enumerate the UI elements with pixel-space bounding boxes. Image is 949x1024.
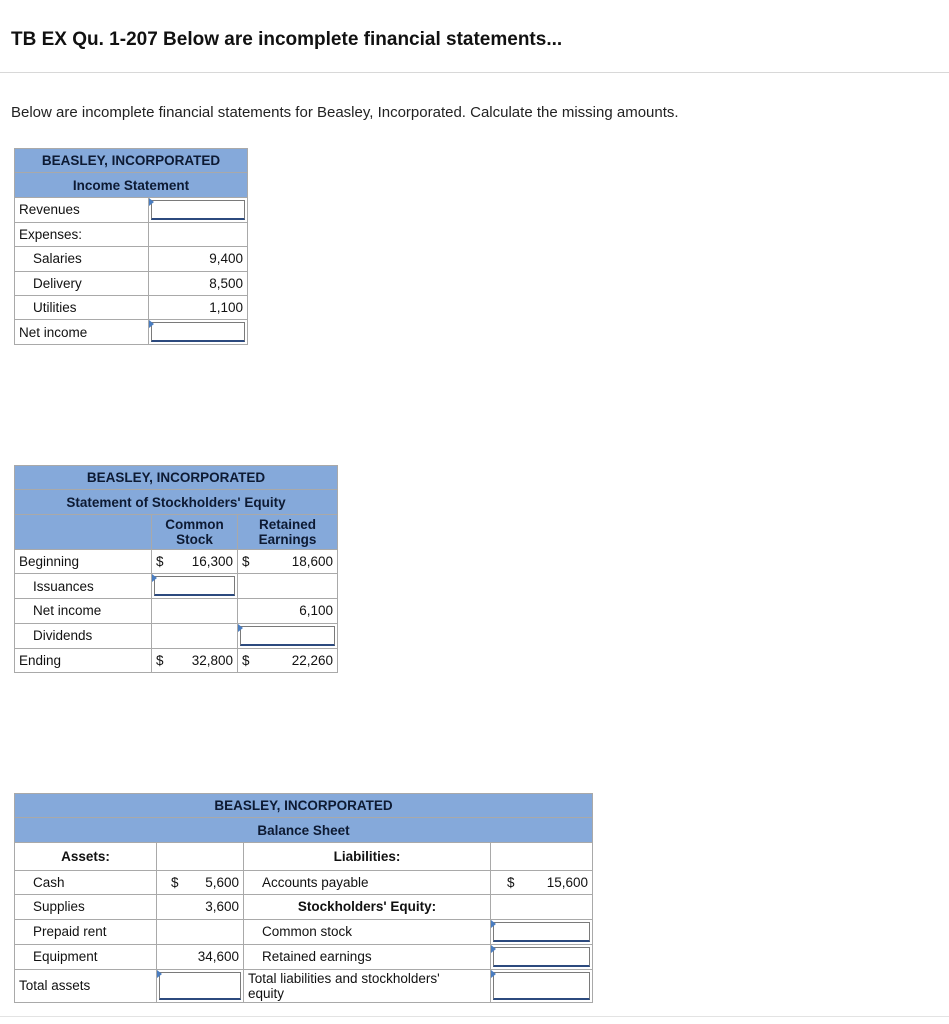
bs-equipment-value: 34,600: [157, 944, 244, 969]
is-salaries-label: Salaries: [15, 247, 149, 271]
se-title: Statement of Stockholders' Equity: [15, 490, 338, 514]
bs-assets-header-empty: [157, 842, 244, 870]
is-title: Income Statement: [15, 173, 248, 197]
se-beginning-label: Beginning: [15, 549, 152, 573]
equity-statement-table: [14, 465, 338, 673]
is-revenues-cell: [149, 197, 248, 222]
input-marker-icon: [238, 624, 243, 632]
se-dividends-label: Dividends: [15, 623, 152, 648]
bs-retained-earnings-cell: [491, 944, 593, 969]
is-net-income-label: Net income: [15, 320, 149, 345]
se-ending-retained: [238, 648, 338, 672]
bs-liabilities-header-empty: [491, 842, 593, 870]
se-beginning-common: [152, 549, 238, 573]
input-marker-icon: [149, 198, 154, 206]
bs-supplies-value: 3,600: [157, 895, 244, 919]
se-issuances-retained-empty: [238, 574, 338, 599]
balance-sheet-table: [14, 793, 593, 1003]
retained-earnings-input[interactable]: [493, 947, 590, 967]
issuances-common-input[interactable]: [154, 576, 235, 596]
se-retained-line2: Earnings: [258, 531, 317, 547]
se-beginning-common-value: 16,300: [191, 553, 233, 569]
is-expenses-label: Expenses:: [15, 222, 149, 246]
bs-total-liab-equity-label: [244, 969, 491, 1002]
input-marker-icon: [157, 970, 162, 978]
is-net-income-cell: [149, 320, 248, 345]
se-beginning-retained-value: 18,600: [291, 553, 334, 569]
bs-supplies-label: Supplies: [15, 895, 157, 919]
bs-accounts-payable-cell: [491, 870, 593, 894]
se-issuances-common-cell: [152, 574, 238, 599]
se-issuances-label: Issuances: [15, 574, 152, 599]
se-common-stock-header: [152, 514, 238, 549]
se-ending-common-value: 32,800: [191, 652, 233, 668]
bs-total-liab-equity-cell: [491, 969, 593, 1002]
se-retained-earnings-header: [238, 514, 338, 549]
income-statement-table: [14, 148, 248, 345]
bs-equity-header-empty: [491, 895, 593, 919]
footer-divider: [0, 1016, 949, 1017]
se-retained-line1: Retained: [259, 516, 317, 532]
bs-equipment-label: Equipment: [15, 944, 157, 969]
se-ending-label: Ending: [15, 648, 152, 672]
header-divider: [0, 72, 949, 73]
is-salaries-value: 9,400: [149, 247, 248, 271]
bs-liabilities-header: Liabilities:: [244, 842, 491, 870]
is-company-name: BEASLEY, INCORPORATED: [15, 149, 248, 173]
dividends-retained-input[interactable]: [240, 626, 335, 646]
bs-accounts-payable-value: 15,600: [546, 874, 589, 890]
input-marker-icon: [491, 945, 496, 953]
bs-company-name: BEASLEY, INCORPORATED: [15, 794, 593, 818]
bs-common-stock-label: Common stock: [244, 919, 491, 944]
bs-prepaid-rent-label: Prepaid rent: [15, 919, 157, 944]
total-assets-input[interactable]: [159, 972, 241, 1000]
bs-title: Balance Sheet: [15, 818, 593, 842]
currency-sign: $: [156, 553, 164, 569]
se-dividends-retained-cell: [238, 623, 338, 648]
currency-sign: $: [171, 874, 179, 890]
bs-total-liab-equity-line1: Total liabilities and stockholders': [248, 970, 440, 986]
is-delivery-label: Delivery: [15, 271, 149, 295]
page-title: TB EX Qu. 1-207 Below are incomplete financial statements...: [11, 29, 563, 50]
bs-common-stock-cell: [491, 919, 593, 944]
is-revenues-label: Revenues: [15, 197, 149, 222]
bs-cash-label: Cash: [15, 870, 157, 894]
bs-equity-header: Stockholders' Equity:: [244, 895, 491, 919]
bs-cash-cell: [157, 870, 244, 894]
currency-sign: $: [242, 652, 250, 668]
currency-sign: $: [507, 874, 515, 890]
bs-total-liab-equity-line2: equity: [248, 985, 285, 1001]
revenues-input[interactable]: [151, 200, 245, 220]
bs-total-assets-label: Total assets: [15, 969, 157, 1002]
input-marker-icon: [152, 574, 157, 582]
se-beginning-retained: [238, 549, 338, 573]
instructions-text: Below are incomplete financial statements for Beasley, Incorporated. Calculate the missing amounts.: [11, 104, 679, 121]
net-income-input[interactable]: [151, 322, 245, 342]
se-net-income-common-empty: [152, 599, 238, 623]
total-liabilities-equity-input[interactable]: [493, 972, 590, 1000]
common-stock-input[interactable]: [493, 922, 590, 942]
currency-sign: $: [156, 652, 164, 668]
se-blank-header: [15, 514, 152, 549]
se-common-line2: Stock: [176, 531, 213, 547]
se-dividends-common-empty: [152, 623, 238, 648]
is-utilities-value: 1,100: [149, 295, 248, 319]
is-expenses-empty: [149, 222, 248, 246]
se-ending-common: [152, 648, 238, 672]
input-marker-icon: [491, 970, 496, 978]
se-net-income-label: Net income: [15, 599, 152, 623]
se-ending-retained-value: 22,260: [291, 652, 334, 668]
is-utilities-label: Utilities: [15, 295, 149, 319]
bs-cash-value: 5,600: [205, 874, 239, 890]
bs-prepaid-rent-empty: [157, 919, 244, 944]
bs-retained-earnings-label: Retained earnings: [244, 944, 491, 969]
se-net-income-retained: 6,100: [238, 599, 338, 623]
se-company-name: BEASLEY, INCORPORATED: [15, 466, 338, 490]
input-marker-icon: [491, 920, 496, 928]
bs-accounts-payable-label: Accounts payable: [244, 870, 491, 894]
input-marker-icon: [149, 320, 154, 328]
se-common-line1: Common: [165, 516, 224, 532]
is-delivery-value: 8,500: [149, 271, 248, 295]
bs-total-assets-cell: [157, 969, 244, 1002]
bs-assets-header: Assets:: [15, 842, 157, 870]
currency-sign: $: [242, 553, 250, 569]
